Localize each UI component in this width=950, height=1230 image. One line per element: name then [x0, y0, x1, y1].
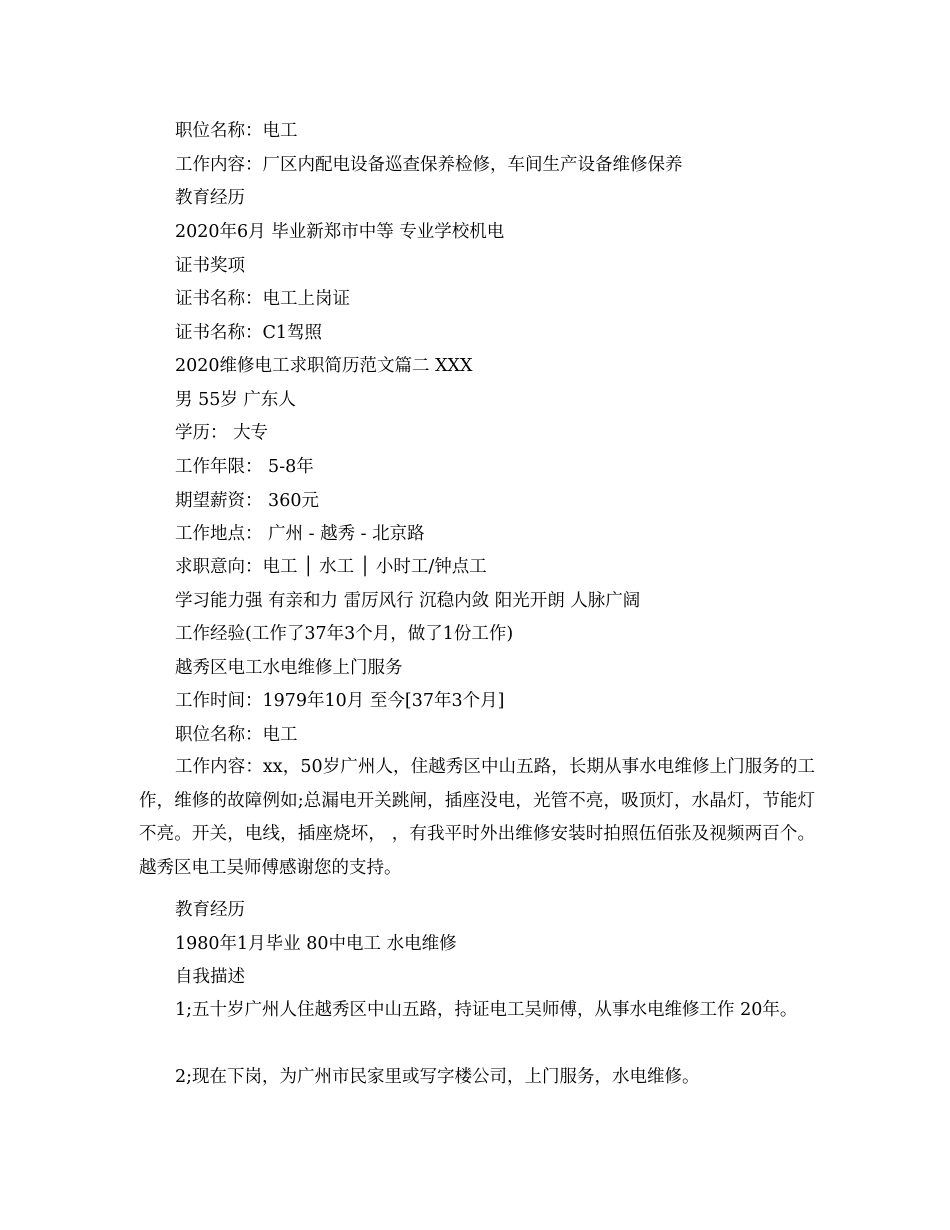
job-content-line: 工作内容：厂区内配电设备巡查保养检修，车间生产设备维修保养	[175, 155, 683, 175]
education-heading: 教育经历	[175, 188, 245, 208]
self-description-paragraph: 1;五十岁广州人住越秀区中山五路，持证电工吴师傅，从事水电维修工作 20年。	[175, 1000, 798, 1020]
self-description-paragraph: 2;现在下岗，为广州市民家里或写字楼公司，上门服务，水电维修。	[175, 1067, 700, 1087]
education-level-line: 学历： 大专	[175, 423, 269, 443]
certificate-entry: 证书名称：电工上岗证	[175, 289, 350, 309]
personal-traits-line: 学习能力强 有亲和力 雷厉风行 沉稳内敛 阳光开朗 人脉广阔	[175, 591, 641, 611]
certificate-entry: 证书名称：C1驾照	[175, 323, 323, 343]
work-location-line: 工作地点： 广州 - 越秀 - 北京路	[175, 524, 425, 544]
education-entry: 1980年1月毕业 80中电工 水电维修	[175, 934, 457, 954]
self-description-heading: 自我描述	[175, 967, 245, 987]
employer-line: 越秀区电工水电维修上门服务	[175, 658, 403, 678]
work-experience-heading: 工作经验(工作了37年3个月，做了1份工作)	[175, 624, 514, 644]
job-intention-line: 求职意向：电工 │ 水工 │ 小时工/钟点工	[175, 557, 487, 577]
education-entry: 2020年6月 毕业新郑市中等 专业学校机电	[175, 222, 505, 242]
job-title-line: 职位名称：电工	[175, 725, 298, 745]
section-title: 2020维修电工求职简历范文篇二 XXX	[175, 356, 473, 376]
personal-info-line: 男 55岁 广东人	[175, 390, 296, 410]
job-title-line: 职位名称：电工	[175, 121, 298, 141]
work-period-line: 工作时间：1979年10月 至今[37年3个月]	[175, 691, 505, 711]
education-heading: 教育经历	[175, 900, 245, 920]
job-description-paragraph: 工作内容：xx，50岁广州人，住越秀区中山五路，长期从事水电维修上门服务的工作，维修的故障例如;总漏电开关跳闸，插座没电，光管不亮，吸顶灯，水晶灯，节能灯不亮。开关，电线，插座烧坏， ，有我平时外出维修安装时拍照伍佰张及视频两百个。越秀区电工吴师傅感谢您的支持。	[139, 757, 815, 878]
certificates-heading: 证书奖项	[175, 256, 245, 276]
expected-salary-line: 期望薪资： 360元	[175, 491, 319, 511]
work-years-line: 工作年限： 5-8年	[175, 457, 314, 477]
